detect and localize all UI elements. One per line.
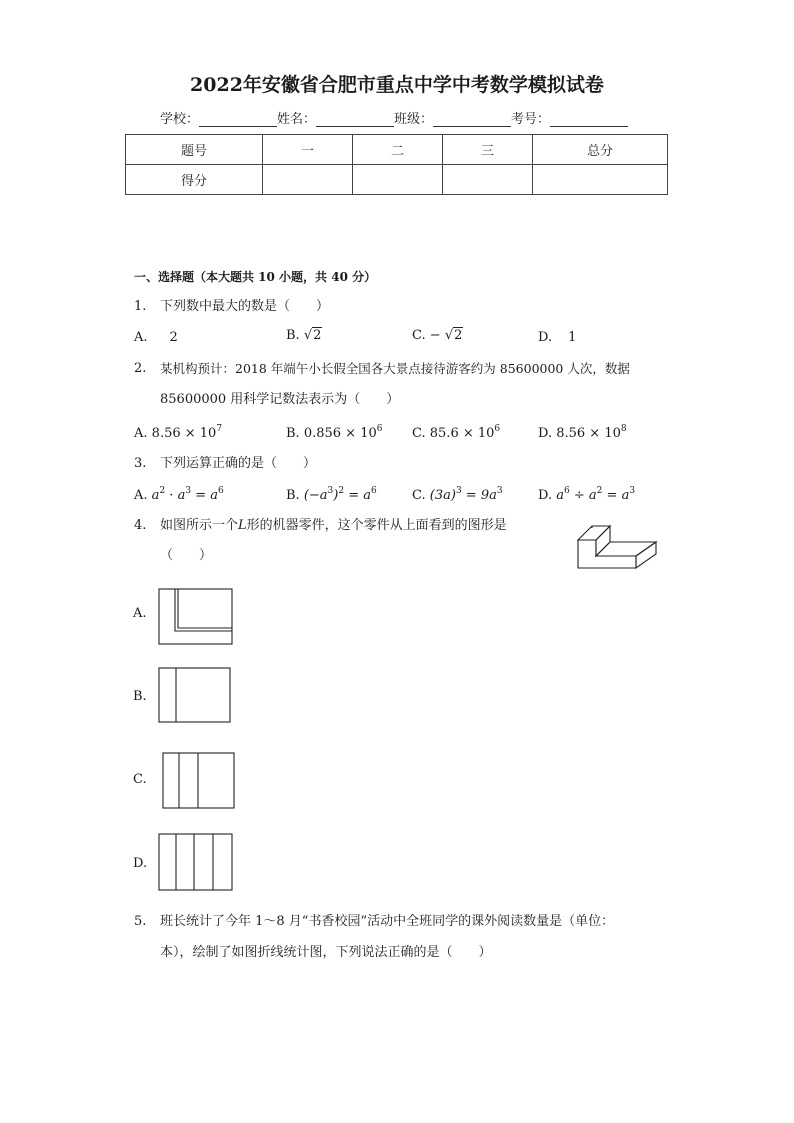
header-cell: 一 [263, 135, 353, 165]
q2-number: 2. [134, 361, 147, 376]
header-cell: 三 [443, 135, 533, 165]
class-label: 班级： [394, 112, 434, 127]
page-title: 2022年安徽省合肥市重点中学中考数学模拟试卷 [190, 74, 604, 96]
option-base: 8.56 × 10 [556, 426, 621, 441]
option-base: 0.856 × 10 [303, 426, 377, 441]
header-cell: 题号 [126, 135, 263, 165]
option-letter: A. [134, 488, 148, 503]
q4-option-d-figure[interactable] [158, 833, 234, 892]
class-blank[interactable] [433, 112, 511, 127]
name-blank[interactable] [316, 112, 394, 127]
name-label: 姓名： [277, 112, 317, 127]
q4-number: 4. [134, 518, 147, 533]
option-letter: A. [134, 426, 148, 441]
option-letter: C. [412, 426, 426, 441]
option-exponent: 6 [494, 424, 501, 434]
option-base: 8.56 × 10 [151, 426, 217, 441]
option-letter: B. [286, 488, 300, 503]
option-letter: D. [538, 426, 553, 441]
q2-option-c[interactable] [412, 424, 500, 441]
student-info-line [160, 108, 628, 127]
option-expression: $a^6 \div a^2 = a^3$ [556, 486, 636, 503]
minus-sign: − [429, 328, 441, 343]
q3-text: 下列运算正确的是（ ） [160, 456, 317, 471]
option-value: 1 [568, 330, 577, 345]
q3-option-d[interactable] [538, 486, 635, 503]
part-top-upright [578, 526, 610, 540]
q2-option-a[interactable] [134, 424, 222, 441]
q2-text-line1: 某机构预计：2018 年端午小长假全国各大景点接待游客约为 85600000 人次，数据 [160, 361, 630, 376]
radicand: 2 [454, 328, 463, 343]
part-upright-side [596, 526, 610, 556]
score-table [125, 134, 668, 195]
part-right-side [636, 542, 656, 568]
exam-no-blank[interactable] [550, 112, 628, 127]
part-front-face [578, 540, 636, 568]
part-top-base [596, 542, 656, 556]
l-letter: L [238, 518, 247, 533]
q4-option-a-label[interactable]: A. [133, 606, 147, 621]
section-heading: 一、选择题（本大题共 10 小题，共 40 分） [134, 270, 377, 284]
q4-option-c-label[interactable]: C. [133, 772, 147, 787]
option-expression: $(-a^3)^2 = a^6$ [303, 486, 377, 503]
q1-option-c[interactable] [412, 328, 463, 343]
q1-option-d[interactable] [538, 330, 576, 345]
q3-number: 3. [134, 456, 147, 471]
q1-option-b[interactable] [286, 328, 322, 343]
q5-number: 5. [134, 914, 147, 929]
q1-number: 1. [134, 299, 147, 314]
option-letter: A. [134, 330, 148, 345]
option-exponent: 8 [620, 424, 627, 434]
header-cell: 总分 [533, 135, 668, 165]
option-base: 85.6 × 10 [429, 426, 495, 441]
option-expression: $a^2 \cdot a^3 = a^6$ [151, 486, 224, 503]
q4-option-b-figure[interactable] [158, 667, 232, 724]
sqrt-symbol: √2 [444, 328, 463, 343]
school-blank[interactable] [199, 112, 277, 127]
school-label: 学校： [160, 112, 200, 127]
q4-paren: （ ） [160, 548, 213, 563]
option-letter: B. [286, 328, 300, 343]
q1-option-a[interactable] [134, 330, 178, 345]
score-cell[interactable] [263, 165, 353, 195]
q4-option-b-label[interactable]: B. [133, 689, 147, 704]
q3-option-b[interactable] [286, 486, 377, 503]
q1-text: 下列数中最大的数是（ ） [160, 299, 330, 314]
score-table-score-row [126, 165, 668, 195]
l-shaped-part-figure [576, 512, 672, 570]
q5-text-line2: 本），绘制了如图折线统计图，下列说法正确的是（ ） [160, 945, 492, 960]
q4-option-c-figure[interactable] [162, 752, 236, 810]
score-cell[interactable] [443, 165, 533, 195]
q4-option-d-label[interactable]: D. [133, 856, 148, 871]
option-exponent: 6 [376, 424, 383, 434]
radicand: 2 [313, 328, 322, 343]
option-letter: C. [412, 328, 426, 343]
sqrt-symbol: √2 [303, 328, 322, 343]
exam-no-label: 考号： [511, 112, 551, 127]
option-value: 2 [169, 330, 178, 345]
q3-option-a[interactable] [134, 486, 224, 503]
q5-text-line1: 班长统计了今年 1～8 月“书香校园”活动中全班同学的课外阅读数量是（单位： [160, 914, 615, 929]
q2-text-line2: 85600000 用科学记数法表示为（ ） [160, 392, 400, 407]
option-letter: B. [286, 426, 300, 441]
q2-option-d[interactable] [538, 424, 627, 441]
option-letter: D. [538, 330, 553, 345]
row-label-cell: 得分 [126, 165, 263, 195]
option-letter: C. [412, 488, 426, 503]
option-exponent: 7 [216, 424, 223, 434]
header-cell: 二 [353, 135, 443, 165]
option-expression: $(3a)^3 = 9a^3$ [429, 486, 503, 503]
score-cell[interactable] [533, 165, 668, 195]
score-cell[interactable] [353, 165, 443, 195]
option-letter: D. [538, 488, 553, 503]
q4-text: 如图所示一个L形的机器零件，这个零件从上面看到的图形是 [160, 518, 507, 533]
q3-option-c[interactable] [412, 486, 503, 503]
q2-option-b[interactable] [286, 424, 382, 441]
q4-option-a-figure[interactable] [158, 588, 234, 646]
score-table-header-row [126, 135, 668, 165]
